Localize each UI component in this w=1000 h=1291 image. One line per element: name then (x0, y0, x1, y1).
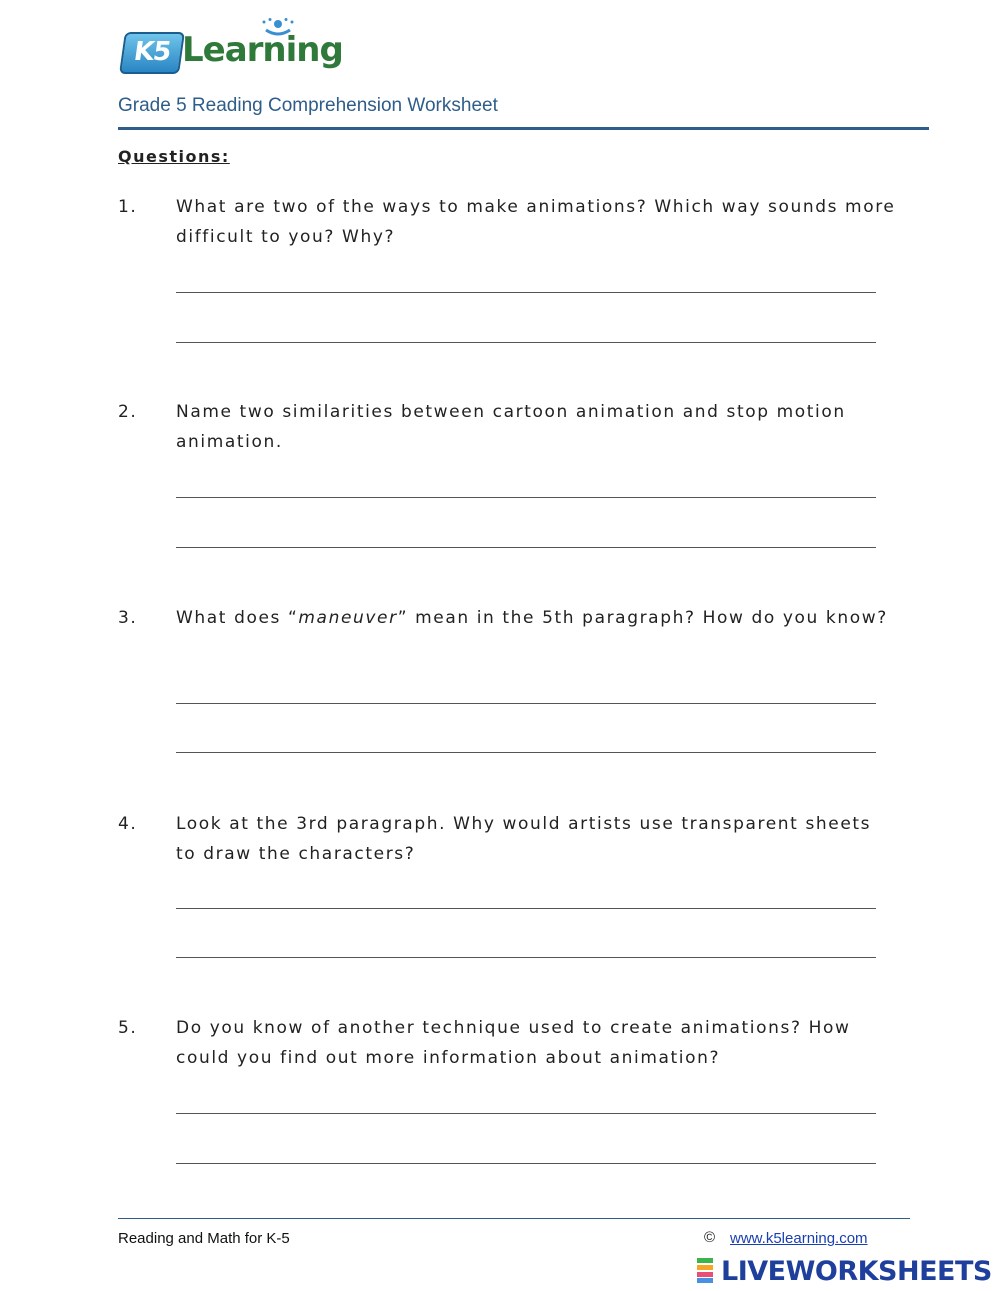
liveworksheets-badge[interactable] (697, 1256, 992, 1286)
liveworksheets-icon (697, 1258, 717, 1284)
question-term-maneuver: maneuver (298, 608, 398, 628)
question-number: 3. (118, 608, 138, 628)
answer-line[interactable] (176, 703, 876, 704)
k5-logo-badge: K5 (119, 32, 185, 74)
copyright-symbol: © (704, 1229, 716, 1246)
k5-learning-logo (118, 20, 343, 78)
question-text-before: What does “ (176, 608, 299, 628)
question-text: What are two of the ways to make animations? Which way sounds more difficult to you? Why? (176, 197, 896, 247)
answer-line[interactable] (176, 547, 876, 548)
questions-heading: Questions: (118, 147, 230, 166)
question-text-after: ” mean in the 5th paragraph? How do you know? (397, 608, 888, 628)
person-icon (258, 18, 298, 48)
k5-logo-word: Learning (182, 30, 343, 70)
answer-line[interactable] (176, 957, 876, 958)
footer-tagline: Reading and Math for K-5 (118, 1230, 290, 1247)
liveworksheets-label: LIVEWORKSHEETS (721, 1255, 992, 1287)
question-text: Name two similarities between cartoon animation and stop motion animation. (176, 402, 846, 452)
answer-line[interactable] (176, 342, 876, 343)
answer-line[interactable] (176, 497, 876, 498)
header-divider (118, 127, 929, 130)
k5learning-link[interactable]: www.k5learning.com (730, 1230, 868, 1247)
answer-line[interactable] (176, 1113, 876, 1114)
answer-line[interactable] (176, 1163, 876, 1164)
answer-line[interactable] (176, 752, 876, 753)
question-text: Do you know of another technique used to create animations? How could you find out more information about animation? (176, 1018, 851, 1068)
answer-line[interactable] (176, 292, 876, 293)
question-number: 5. (118, 1018, 138, 1038)
answer-line[interactable] (176, 908, 876, 909)
question-number: 4. (118, 814, 138, 834)
worksheet-title: Grade 5 Reading Comprehension Worksheet (118, 95, 498, 116)
question-number: 2. (118, 402, 138, 422)
footer-divider (118, 1218, 910, 1219)
question-number: 1. (118, 197, 138, 217)
question-text: Look at the 3rd paragraph. Why would artists use transparent sheets to draw the characters? (176, 814, 872, 864)
question-text (176, 603, 896, 633)
